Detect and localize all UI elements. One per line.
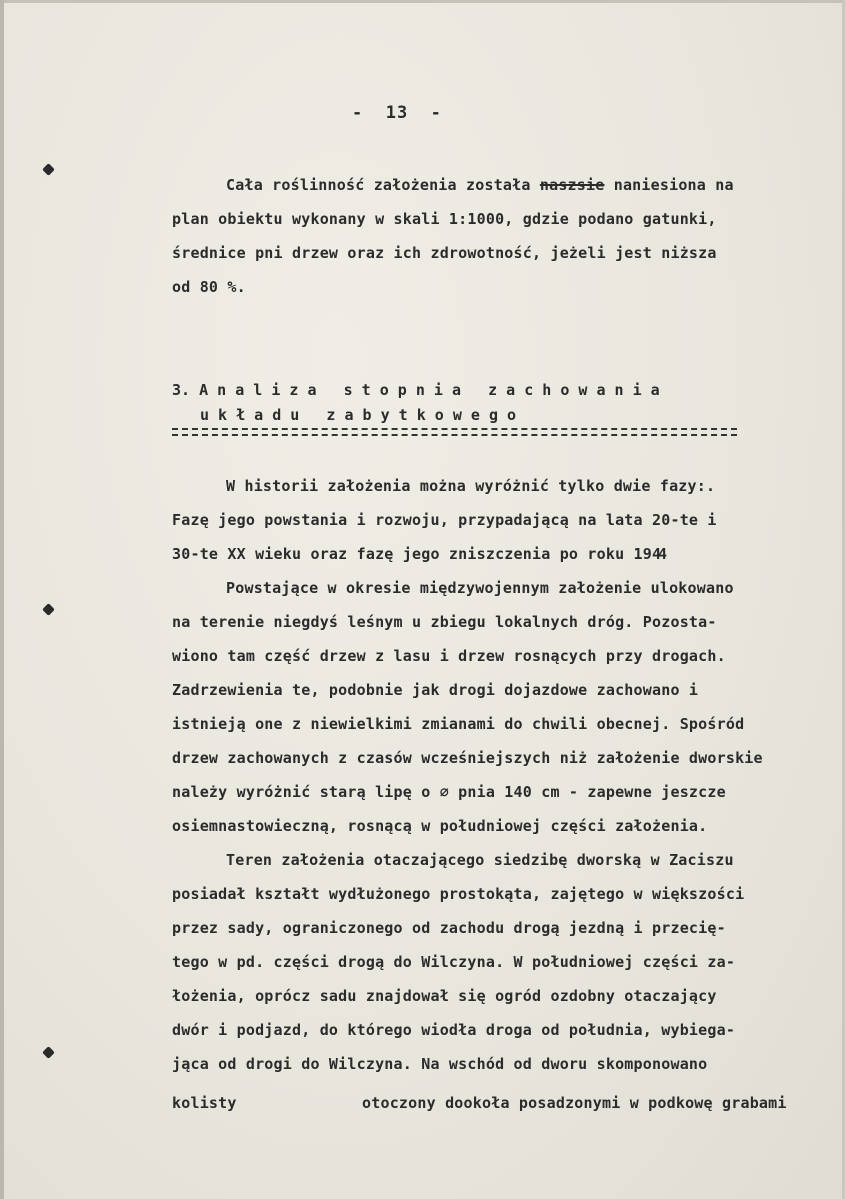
paragraph-line: W historii założenia można wyróżnić tylko dwie fazy:. bbox=[226, 477, 716, 495]
paragraph-line: Cała roślinność założenia została naszsie naniesiona na bbox=[226, 176, 734, 194]
paragraph-line: 30-te XX wieku oraz fazę jego zniszczenia po roku 1944 bbox=[172, 545, 665, 563]
page-edge-top bbox=[0, 0, 845, 3]
paragraph-line: osiemnastowieczną, rosnącą w południowej części założenia. bbox=[172, 817, 708, 835]
section-heading-line-1: 3. A n a l i z a s t o p n i a z a c h o w a n i a bbox=[172, 381, 660, 399]
paragraph-line: łożenia, oprócz sadu znajdował się ogród ozdobny otaczający bbox=[172, 987, 717, 1005]
paragraph-line: Powstające w okresie międzywojennym założenie ulokowano bbox=[226, 579, 734, 597]
paragraph-line: jąca od drogi do Wilczyna. Na wschód od dworu skomponowano bbox=[172, 1055, 708, 1073]
struck-word: naszsie bbox=[539, 176, 605, 194]
paragraph-line: tego w pd. części drogą do Wilczyna. W południowej części za- bbox=[172, 953, 736, 971]
paragraph-line: należy wyróżnić starą lipę o ∅ pnia 140 cm - zapewne jeszcze bbox=[172, 783, 726, 801]
paragraph-line: średnice pni drzew oraz ich zdrowotność, jeżeli jest niższa bbox=[172, 244, 717, 262]
paragraph-line: istnieją one z niewielkimi zmianami do chwili obecnej. Spośród bbox=[172, 715, 745, 733]
paragraph-line: posiadał kształt wydłużonego prostokąta, zajętego w większości bbox=[172, 885, 745, 903]
heading-underline bbox=[172, 428, 737, 436]
overstruck-year-digits: 44 bbox=[652, 545, 665, 563]
punch-hole-mark bbox=[42, 163, 55, 176]
section-heading-line-2: u k ł a d u z a b y t k o w e g o bbox=[200, 406, 517, 424]
paragraph-line: wiono tam część drzew z lasu i drzew rosnących przy drogach. bbox=[172, 647, 726, 665]
paragraph-line: Teren założenia otaczającego siedzibę dworską w Zaciszu bbox=[226, 851, 734, 869]
paragraph-line: Zadrzewienia te, podobnie jak drogi dojazdowe zachowano i bbox=[172, 681, 699, 699]
paragraph-line: kolisty bbox=[172, 1094, 237, 1112]
page-number: - 13 - bbox=[352, 103, 442, 123]
paragraph-line: na terenie niegdyś leśnym u zbiegu lokalnych dróg. Pozosta- bbox=[172, 613, 717, 631]
paragraph-line: przez sady, ograniczonego od zachodu drogą jezdną i przecię- bbox=[172, 919, 726, 937]
paragraph-line: Fazę jego powstania i rozwoju, przypadającą na lata 20-te i bbox=[172, 511, 717, 529]
paragraph-line: otoczony dookoła posadzonymi w podkowę grabami bbox=[362, 1094, 787, 1112]
paragraph-line: drzew zachowanych z czasów wcześniejszych niż założenie dworskie bbox=[172, 749, 763, 767]
paragraph-line: od 80 %. bbox=[172, 278, 246, 296]
paragraph-line: plan obiektu wykonany w skali 1:1000, gdzie podano gatunki, bbox=[172, 210, 717, 228]
paragraph-line: dwór i podjazd, do którego wiodła droga od południa, wybiega- bbox=[172, 1021, 736, 1039]
